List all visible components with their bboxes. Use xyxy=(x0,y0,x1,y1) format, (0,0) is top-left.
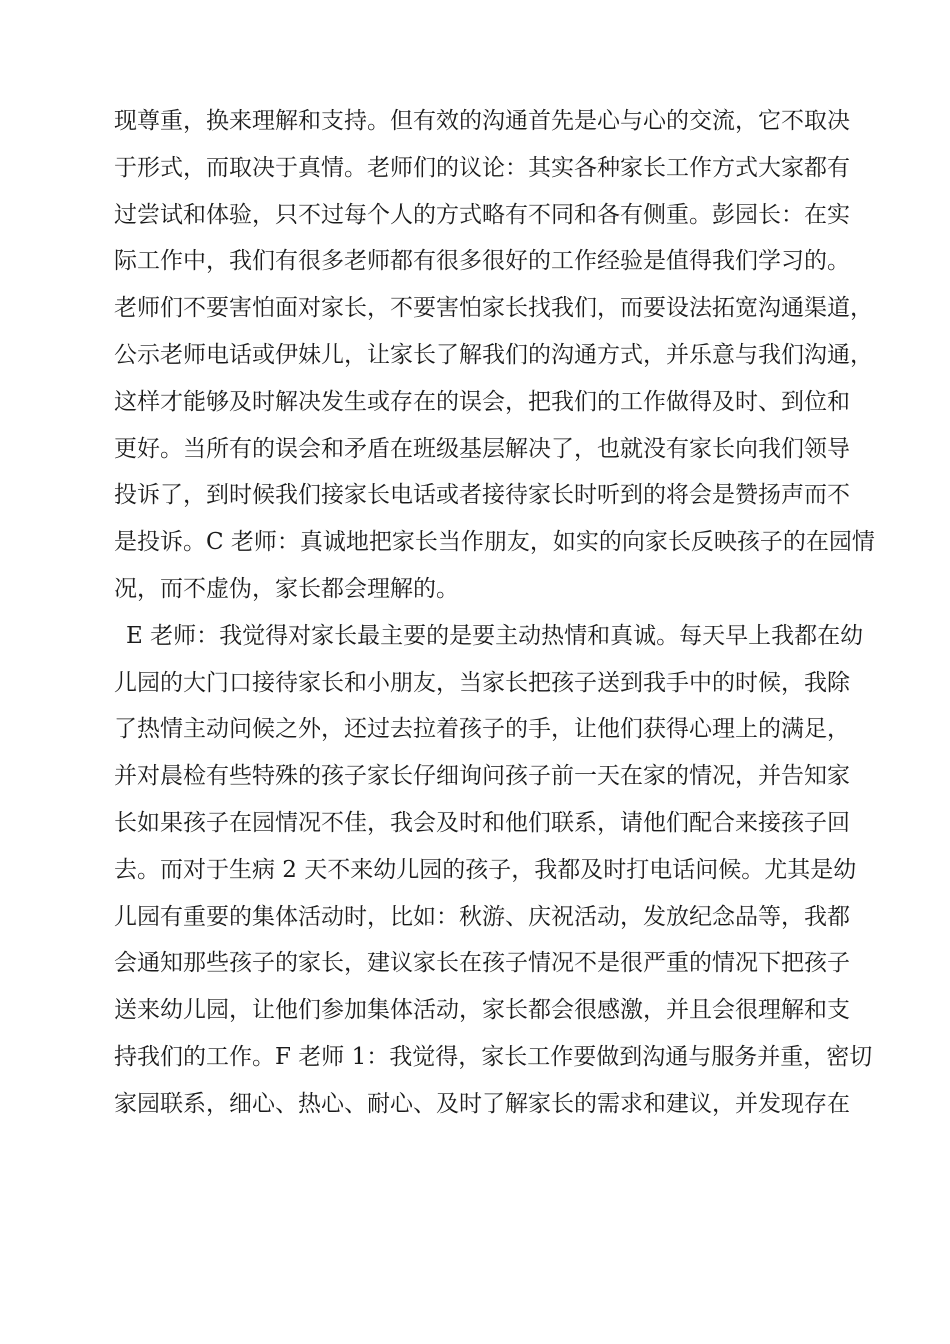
text-line: 于形式，而取决于真情。老师们的议论：其实各种家长工作方式大家都有 xyxy=(114,154,850,181)
text-line: 并对晨检有些特殊的孩子家长仔细询问孩子前一天在家的情况，并告知家 xyxy=(114,763,850,790)
text-line: 持我们的工作。F 老师 1：我觉得，家长工作要做到沟通与服务并重，密切 xyxy=(114,1043,873,1070)
text-line: 投诉了，到时候我们接家长电话或者接待家长时听到的将会是赞扬声而不 xyxy=(114,482,850,509)
text-line: 公示老师电话或伊妹儿，让家长了解我们的沟通方式，并乐意与我们沟通， xyxy=(114,341,873,368)
text-line: 现尊重，换来理解和支持。但有效的沟通首先是心与心的交流，它不取决 xyxy=(114,108,850,134)
text-line: 去。而对于生病 2 天不来幼儿园的孩子，我都及时打电话问候。尤其是幼 xyxy=(114,856,857,883)
text-line: 况，而不虚伪，家长都会理解的。 xyxy=(114,575,459,602)
text-line: 更好。当所有的误会和矛盾在班级基层解决了，也就没有家长向我们领导 xyxy=(114,435,850,462)
text-line: 过尝试和体验，只不过每个人的方式略有不同和各有侧重。彭园长：在实 xyxy=(114,201,850,228)
text-line: 是投诉。C 老师：真诚地把家长当作朋友，如实的向家长反映孩子的在园情 xyxy=(114,529,875,556)
text-line: 长如果孩子在园情况不佳，我会及时和他们联系，请他们配合来接孩子回 xyxy=(114,809,850,836)
text-line: 儿园有重要的集体活动时，比如：秋游、庆祝活动，发放纪念品等，我都 xyxy=(114,903,850,930)
text-line: 送来幼儿园，让他们参加集体活动，家长都会很感激，并且会很理解和支 xyxy=(114,997,850,1024)
body-text xyxy=(114,98,875,1128)
paragraph-start-line: E 老师：我觉得对家长最主要的是要主动热情和真诚。每天早上我都在幼 xyxy=(126,622,864,649)
text-line: 这样才能够及时解决发生或存在的误会，把我们的工作做得及时、到位和 xyxy=(114,388,850,415)
text-line: 老师们不要害怕面对家长，不要害怕家长找我们，而要设法拓宽沟通渠道， xyxy=(114,295,873,322)
text-line: 际工作中，我们有很多老师都有很多很好的工作经验是值得我们学习的。 xyxy=(114,248,850,275)
text-line: 家园联系，细心、热心、耐心、及时了解家长的需求和建议，并发现存在 xyxy=(114,1090,850,1117)
text-line: 儿园的大门口接待家长和小朋友，当家长把孩子送到我手中的时候，我除 xyxy=(114,669,850,696)
text-line: 了热情主动问候之外，还过去拉着孩子的手，让他们获得心理上的满足， xyxy=(114,716,850,743)
text-line: 会通知那些孩子的家长，建议家长在孩子情况不是很严重的情况下把孩子 xyxy=(114,950,850,977)
